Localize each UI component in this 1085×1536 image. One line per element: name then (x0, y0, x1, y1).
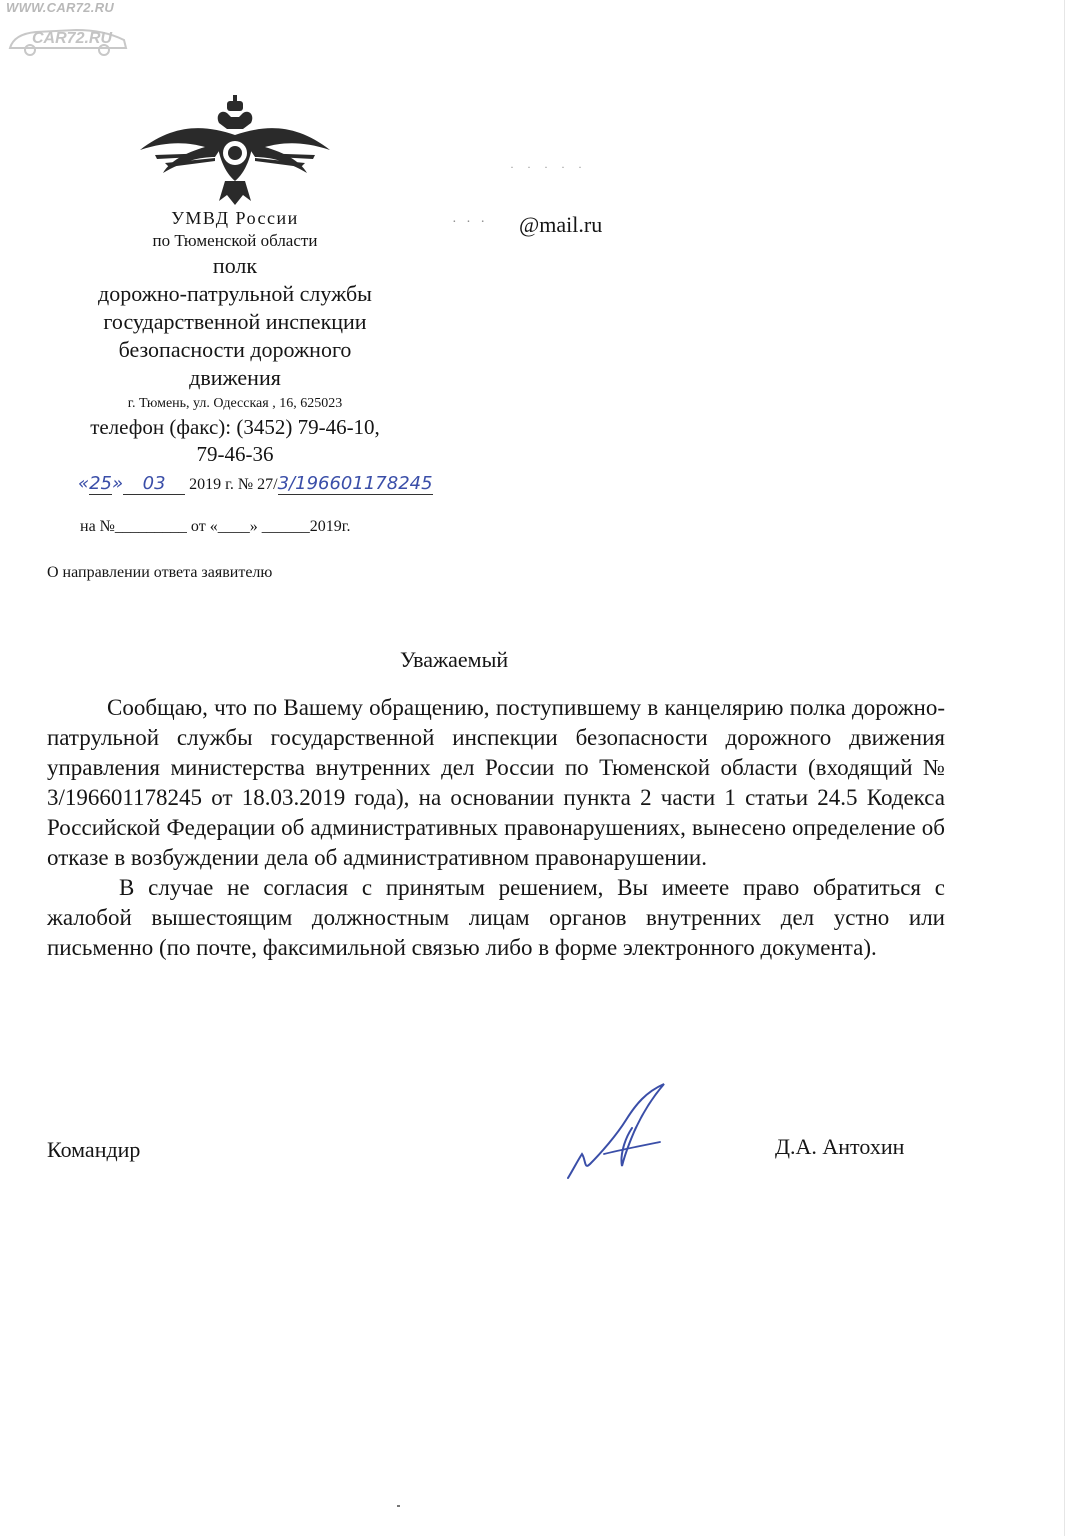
signatory-title: Командир (47, 1137, 141, 1162)
agency-name: УМВД России (171, 208, 299, 228)
watermark (6, 0, 136, 56)
letter-subject: О направлении ответа заявителю (47, 564, 273, 581)
signatory-name: Д.А. Антохин (775, 1134, 905, 1159)
mvd-emblem-icon (135, 95, 335, 207)
phone-line-1: телефон (факс): (3452) 79-46-10, (90, 415, 380, 439)
watermark-url: WWW.CAR72.RU (6, 0, 115, 15)
body-paragraph-2: В случае не согласия с принятым решением, Вы имеете право обратиться с жалобой вышестоящим должностным лицам органов внутренних дел устно или письменно (по почте, факсимильной связью либо в форме электронного документа). (47, 875, 945, 960)
handwritten-signature (560, 1080, 680, 1185)
unit-line-5: движения (189, 365, 281, 390)
reg-year: 2019 г. (189, 476, 234, 493)
reg-quote-close: » (112, 473, 124, 494)
scan-speck (397, 1505, 400, 1507)
reg-quote-open: « (78, 473, 90, 494)
redacted-address-marks: · · · · · (510, 160, 587, 174)
reg-day: 25 (89, 473, 113, 494)
reg-month-field (123, 473, 185, 495)
reg-month: 03 (142, 473, 166, 494)
unit-line-3: государственной инспекции (103, 309, 367, 334)
reg-number: 3/196601178245 (277, 473, 433, 494)
redacted-name-marks: · · · (452, 215, 488, 230)
unit-line-1: полк (212, 253, 258, 278)
greeting: Уважаемый (400, 647, 509, 672)
unit-line-4: безопасности дорожного (118, 337, 352, 362)
watermark-brand: CAR72.RU (32, 30, 113, 47)
registration-line (78, 473, 433, 495)
recipient-email: @mail.ru (519, 212, 603, 237)
phone-line-2: 79-46-36 (196, 442, 274, 466)
sender-header (50, 206, 420, 468)
sender-address: г. Тюмень, ул. Одесская , 16, 625023 (127, 396, 343, 411)
reference-line: на №_________ от «____» ______2019г. (80, 518, 351, 535)
letter-body (47, 693, 945, 963)
scan-edge (1064, 0, 1065, 1536)
reg-number-label: № 27/ (237, 476, 278, 493)
body-paragraph-1: Сообщаю, что по Вашему обращению, поступившему в канцелярию полка дорожно-патрульной службы государственной инспекции безопасности дорожного движения управления министерства внутренних дел России по Тюменской области (входящий № 3/196601178245 от 18.03.2019 года), на основании пункта 2 части 1 статьи 24.5 Кодекса Российской Федерации об административных правонарушениях, вынесено определение об отказе в возбуждении дела об административном правонарушении. (47, 695, 945, 870)
unit-line-2: дорожно-патрульной службы (98, 281, 372, 306)
region-name: по Тюменской области (152, 231, 318, 250)
